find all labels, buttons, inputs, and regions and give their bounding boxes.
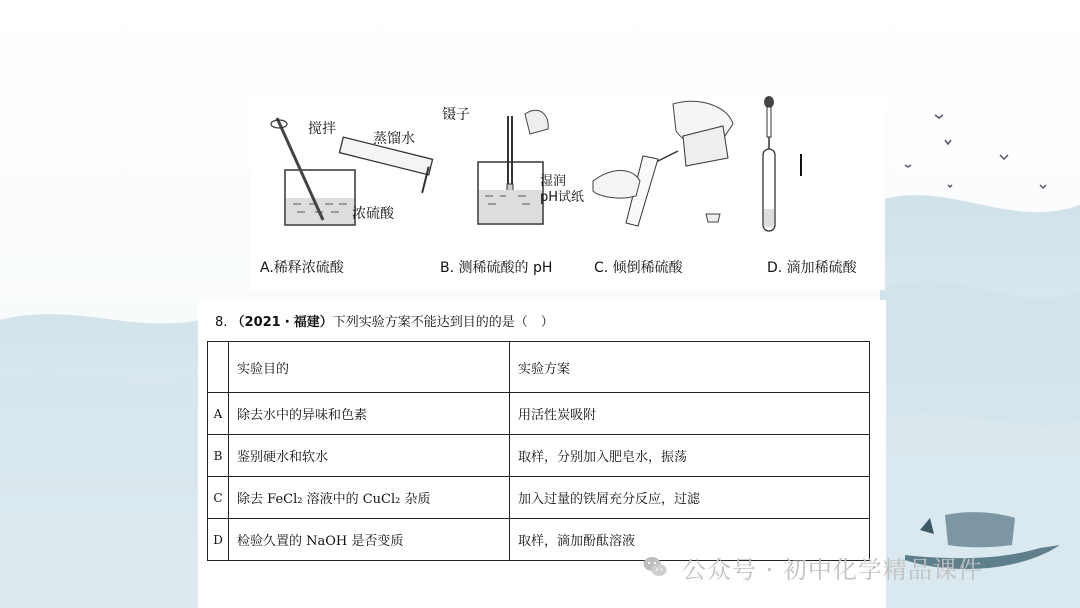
table-row	[208, 393, 870, 435]
watermark-text: 公众号 · 初中化学精品课件	[682, 556, 983, 584]
row-goal: 除去 FeCl₂ 溶液中的 CuCl₂ 杂质	[229, 477, 510, 519]
callout-distilled-water: 蒸馏水	[373, 131, 415, 147]
row-plan: 取样，滴加酚酞溶液	[510, 519, 870, 561]
question-source: （2021・福建）	[231, 315, 333, 330]
row-goal: 除去水中的异味和色素	[229, 393, 510, 435]
label-option-d: D. 滴加稀硫酸	[767, 260, 857, 276]
row-plan: 取样，分别加入肥皂水，振荡	[510, 435, 870, 477]
row-plan: 用活性炭吸附	[510, 393, 870, 435]
callout-tweezers: 镊子	[442, 107, 470, 123]
question-text: 下列实验方案不能达到目的的是（ ）	[332, 315, 554, 330]
row-goal: 鉴别硬水和软水	[229, 435, 510, 477]
table-row	[208, 477, 870, 519]
figure-b-ph-test	[470, 104, 590, 234]
header-plan: 实验方案	[510, 342, 870, 393]
header-goal: 实验目的	[229, 342, 510, 393]
row-key: D	[208, 519, 229, 561]
row-key: B	[208, 435, 229, 477]
table-header-row	[208, 342, 870, 393]
label-option-a: A.稀释浓硫酸	[260, 260, 344, 276]
label-option-b: B. 测稀硫酸的 pH	[440, 260, 553, 276]
label-option-c: C. 倾倒稀硫酸	[594, 260, 683, 276]
figure-d-dropper	[755, 94, 815, 234]
question-stem	[215, 311, 554, 330]
table-row	[208, 435, 870, 477]
row-key: C	[208, 477, 229, 519]
callout-ph-paper: 湿润 pH试纸	[540, 174, 585, 205]
figure-c-pouring	[588, 96, 738, 236]
callout-stir: 搅拌	[308, 121, 336, 137]
question-number: 8.	[215, 315, 228, 330]
row-goal: 检验久置的 NaOH 是否变质	[229, 519, 510, 561]
row-plan: 加入过量的铁屑充分反应，过滤	[510, 477, 870, 519]
row-key: A	[208, 393, 229, 435]
wechat-icon	[643, 556, 667, 578]
header-key	[208, 342, 229, 393]
callout-conc-acid: 浓硫酸	[352, 206, 394, 222]
experiment-table	[207, 341, 870, 561]
